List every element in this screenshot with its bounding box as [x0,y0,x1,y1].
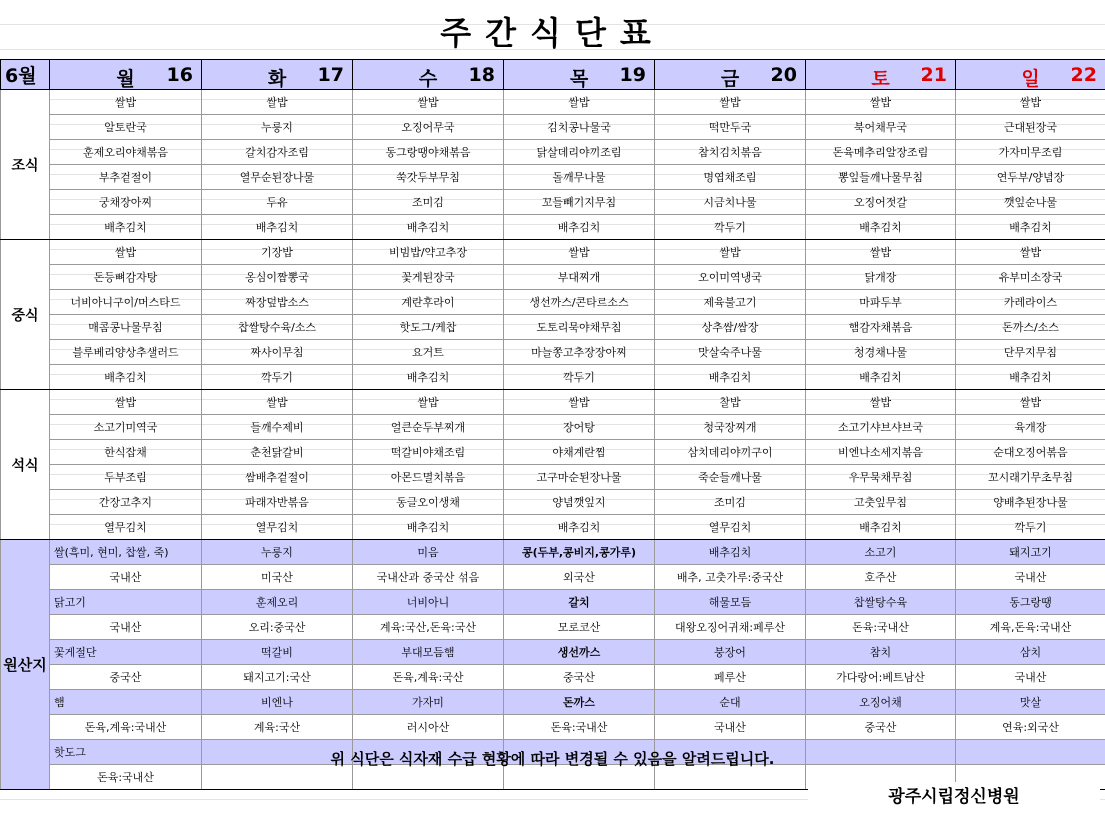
menu-cell[interactable]: 조미김 [655,490,806,515]
meal-row [1,265,1105,290]
origin-source-cell[interactable]: 국내산 [655,715,806,740]
menu-cell[interactable]: 쌀밥 [806,90,956,115]
origin-item-cell[interactable]: 소고기 [806,540,956,565]
menu-cell[interactable]: 마파두부 [806,290,956,315]
origin-source-cell[interactable]: 중국산 [504,665,655,690]
menu-cell[interactable]: 돈까스/소스 [956,315,1105,340]
origin-item-cell[interactable]: 돈까스 [504,690,655,715]
menu-cell[interactable]: 조미김 [353,190,504,215]
menu-cell[interactable]: 두부조림 [50,465,202,490]
menu-cell[interactable]: 쌀밥 [504,390,655,415]
origin-source-cell[interactable]: 호주산 [806,565,956,590]
menu-cell[interactable]: 배추김치 [806,365,956,390]
notice-text: 위 식단은 식자재 수급 현황에 따라 변경될 수 있음을 알려드립니다. [330,750,775,768]
meal-label: 조식 [1,90,50,240]
menu-cell[interactable]: 양배추된장나물 [956,490,1105,515]
menu-cell[interactable]: 북어채무국 [806,115,956,140]
menu-cell[interactable]: 옹심이짬뽕국 [202,265,353,290]
origin-item-cell[interactable]: 가자미 [353,690,504,715]
menu-cell[interactable]: 도토리묵야채무침 [504,315,655,340]
origin-item-cell[interactable]: 부대모듬햄 [353,640,504,665]
menu-cell[interactable]: 시금치나물 [655,190,806,215]
menu-cell[interactable]: 짜장덮밥소스 [202,290,353,315]
menu-cell[interactable]: 파래자반볶음 [202,490,353,515]
origin-source-cell[interactable]: 배추, 고춧가루:중국산 [655,565,806,590]
meal-row [1,465,1105,490]
menu-cell[interactable]: 명엽채조림 [655,165,806,190]
meal-row [1,440,1105,465]
menu-cell[interactable]: 가자미무조림 [956,140,1105,165]
menu-cell[interactable]: 배추김치 [353,365,504,390]
day-header-4[interactable] [655,60,806,90]
origin-item-cell[interactable]: 찹쌀탕수육 [806,590,956,615]
origin-source-row [1,715,1105,740]
origin-source-cell[interactable]: 가다랑어:베트남산 [806,665,956,690]
menu-cell[interactable]: 쌀밥 [202,90,353,115]
menu-cell[interactable]: 연두부/양념장 [956,165,1105,190]
menu-cell[interactable]: 배추김치 [504,515,655,540]
menu-cell[interactable]: 한식잡채 [50,440,202,465]
menu-cell[interactable]: 쌀밥 [504,240,655,265]
menu-cell[interactable]: 쌈배추겉절이 [202,465,353,490]
menu-cell[interactable]: 제육불고기 [655,290,806,315]
origin-source-cell[interactable]: 계육:국산,돈육:국산 [353,615,504,640]
menu-cell[interactable]: 소고기미역국 [50,415,202,440]
menu-cell[interactable]: 순대오징어볶음 [956,440,1105,465]
month-cell[interactable]: 6월 [1,60,50,90]
origin-item-cell[interactable]: 쌀(흑미, 현미, 찹쌀, 죽) [50,540,202,565]
origin-item-cell[interactable]: 햄 [50,690,202,715]
origin-item-cell[interactable]: 핫도그 [50,740,202,765]
meal-row [1,315,1105,340]
origin-item-cell[interactable]: 배추김치 [655,540,806,565]
menu-cell[interactable]: 김치콩나물국 [504,115,655,140]
meal-row [1,140,1105,165]
origin-item-cell[interactable]: 참치 [806,640,956,665]
menu-cell[interactable]: 찹쌀탕수육/소스 [202,315,353,340]
day-header-2[interactable] [353,60,504,90]
origin-source-cell[interactable]: 외국산 [504,565,655,590]
menu-cell[interactable]: 꼬시래기무초무침 [956,465,1105,490]
origin-item-cell[interactable]: 미음 [353,540,504,565]
origin-item-cell[interactable]: 너비아니 [353,590,504,615]
menu-cell[interactable]: 동글오이생채 [353,490,504,515]
menu-cell[interactable]: 죽순들깨나물 [655,465,806,490]
menu-cell[interactable]: 쌀밥 [504,90,655,115]
menu-cell[interactable]: 상추쌈/쌈장 [655,315,806,340]
origin-source-cell[interactable]: 러시아산 [353,715,504,740]
origin-item-cell[interactable]: 맛살 [956,690,1105,715]
page-title: 주간식단표 [440,14,665,52]
origin-item-cell[interactable]: 동그랑땡 [956,590,1105,615]
origin-source-cell[interactable]: 계육:국산 [202,715,353,740]
origin-source-row [1,665,1105,690]
hospital-name: 광주시립정신병원 [808,782,1100,812]
menu-cell[interactable]: 맛살숙주나물 [655,340,806,365]
menu-cell[interactable]: 마늘쫑고추장장아찌 [504,340,655,365]
origin-item-row [1,690,1105,715]
menu-cell[interactable]: 열무순된장나물 [202,165,353,190]
menu-cell[interactable]: 쌀밥 [50,390,202,415]
meal-row [1,390,1105,415]
menu-cell[interactable]: 쌀밥 [50,240,202,265]
origin-source-cell[interactable]: 돈육:국내산 [504,715,655,740]
menu-cell[interactable]: 간장고추지 [50,490,202,515]
menu-cell[interactable]: 고춧잎무침 [806,490,956,515]
day-date: 19 [619,64,646,86]
origin-source-cell[interactable]: 돈육,계육:국내산 [50,715,202,740]
menu-cell[interactable]: 쌀밥 [806,390,956,415]
menu-cell[interactable]: 춘천닭갈비 [202,440,353,465]
origin-source-cell[interactable]: 연육:외국산 [956,715,1105,740]
menu-cell[interactable]: 깻잎순나물 [956,190,1105,215]
menu-cell[interactable]: 얼큰순두부찌개 [353,415,504,440]
menu-cell[interactable]: 누룽지 [202,115,353,140]
menu-cell[interactable]: 고구마순된장나물 [504,465,655,490]
menu-cell[interactable]: 양념깻잎지 [504,490,655,515]
meal-row [1,90,1105,115]
menu-cell[interactable]: 동그랑땡야채볶음 [353,140,504,165]
menu-cell[interactable]: 소고기샤브샤브국 [806,415,956,440]
day-name: 목 [569,68,589,90]
origin-source-cell[interactable]: 돈육:국내산 [806,615,956,640]
menu-table-body [1,60,1105,790]
origin-source-cell[interactable]: 돈육:국내산 [50,765,202,790]
meal-row [1,165,1105,190]
meal-row [1,115,1105,140]
day-header-3[interactable] [504,60,655,90]
menu-cell[interactable]: 오징어무국 [353,115,504,140]
origin-item-cell[interactable]: 콩(두부,콩비지,콩가루) [504,540,655,565]
menu-cell[interactable]: 쌀밥 [956,90,1105,115]
menu-cell[interactable]: 쌀밥 [353,90,504,115]
menu-cell[interactable]: 배추김치 [202,215,353,240]
origin-item-cell[interactable]: 순대 [655,690,806,715]
menu-cell[interactable]: 배추김치 [956,215,1105,240]
meal-label: 중식 [1,240,50,390]
menu-cell[interactable]: 배추김치 [504,215,655,240]
menu-cell[interactable]: 쌀밥 [50,90,202,115]
menu-cell[interactable]: 닭살데리야끼조림 [504,140,655,165]
origin-source-cell[interactable]: 국내산 [956,565,1105,590]
menu-cell[interactable]: 알토란국 [50,115,202,140]
menu-cell[interactable]: 돈등뼈감자탕 [50,265,202,290]
origin-source-cell[interactable]: 국내산과 중국산 섞음 [353,565,504,590]
menu-cell[interactable]: 쌀밥 [956,240,1105,265]
menu-cell[interactable]: 부추겉절이 [50,165,202,190]
origin-source-cell[interactable]: 대왕오징어귀채:페루산 [655,615,806,640]
menu-cell[interactable]: 짜사이무침 [202,340,353,365]
menu-cell[interactable]: 궁채장아찌 [50,190,202,215]
menu-cell[interactable]: 카레라이스 [956,290,1105,315]
meal-row [1,415,1105,440]
menu-cell[interactable]: 돌깨무나물 [504,165,655,190]
day-name: 금 [720,68,740,90]
origin-label: 원산지 [1,540,50,790]
menu-cell[interactable]: 우무묵채무침 [806,465,956,490]
menu-cell[interactable]: 깍두기 [202,365,353,390]
meal-row [1,190,1105,215]
origin-source-cell[interactable]: 돈육,계육:국산 [353,665,504,690]
day-name: 일 [1021,68,1040,90]
menu-cell[interactable]: 배추김치 [806,515,956,540]
menu-cell[interactable]: 비엔나소세지볶음 [806,440,956,465]
menu-cell[interactable]: 삼치데리야끼구이 [655,440,806,465]
menu-cell[interactable]: 생선까스/콘타르소스 [504,290,655,315]
menu-cell[interactable]: 배추김치 [806,215,956,240]
meal-row [1,215,1105,240]
menu-cell[interactable]: 쌀밥 [655,240,806,265]
menu-cell[interactable]: 청국장찌개 [655,415,806,440]
origin-item-row [1,640,1105,665]
origin-source-cell[interactable]: 국내산 [956,665,1105,690]
origin-item-cell[interactable]: 삼치 [956,640,1105,665]
menu-cell[interactable]: 배추김치 [956,365,1105,390]
menu-cell[interactable]: 훈제오리야채볶음 [50,140,202,165]
menu-cell[interactable]: 기장밥 [202,240,353,265]
menu-cell[interactable]: 돈육메추리알장조림 [806,140,956,165]
day-date: 22 [1070,64,1097,86]
menu-cell[interactable]: 꼬들빼기지무침 [504,190,655,215]
day-name: 월 [116,68,135,90]
origin-item-cell[interactable]: 닭고기 [50,590,202,615]
day-name: 수 [418,68,438,90]
menu-cell[interactable]: 햄감자채볶음 [806,315,956,340]
origin-item-row [1,540,1105,565]
meal-label: 석식 [1,390,50,540]
header-row [1,60,1105,90]
origin-item-cell[interactable]: 떡갈비 [202,640,353,665]
origin-source-row [1,565,1105,590]
origin-source-cell[interactable]: 미국산 [202,565,353,590]
menu-cell[interactable]: 쑥갓두부무침 [353,165,504,190]
origin-source-cell[interactable]: 국내산 [50,615,202,640]
day-header-5[interactable] [806,60,956,90]
meal-row [1,340,1105,365]
origin-item-cell[interactable]: 비엔나 [202,690,353,715]
origin-source-cell[interactable]: 모로코산 [504,615,655,640]
menu-cell[interactable]: 청경채나물 [806,340,956,365]
menu-cell[interactable]: 두유 [202,190,353,215]
menu-cell[interactable]: 아몬드멸치볶음 [353,465,504,490]
menu-cell[interactable]: 깍두기 [504,365,655,390]
menu-table [0,59,1105,790]
origin-item-cell[interactable]: 꽃게절단 [50,640,202,665]
origin-source-cell[interactable]: 오리:중국산 [202,615,353,640]
origin-item-cell[interactable]: 돼지고기 [956,540,1105,565]
day-header-6[interactable] [956,60,1105,90]
menu-cell[interactable]: 참치김치볶음 [655,140,806,165]
meal-row [1,365,1105,390]
menu-cell[interactable]: 핫도그/케찹 [353,315,504,340]
origin-item-cell[interactable]: 해물모듬 [655,590,806,615]
menu-cell[interactable]: 배추김치 [50,365,202,390]
menu-cell[interactable]: 열무김치 [655,515,806,540]
menu-cell[interactable]: 닭개장 [806,265,956,290]
menu-cell[interactable]: 장어탕 [504,415,655,440]
menu-cell[interactable]: 들깨수제비 [202,415,353,440]
menu-cell[interactable]: 쌀밥 [353,390,504,415]
meal-row [1,240,1105,265]
day-date: 17 [317,64,344,86]
menu-cell[interactable]: 배추김치 [353,515,504,540]
origin-source-cell[interactable]: 페루산 [655,665,806,690]
menu-cell[interactable]: 블루베리양상추샐러드 [50,340,202,365]
origin-source-cell[interactable]: 중국산 [806,715,956,740]
origin-source-cell[interactable]: 중국산 [50,665,202,690]
menu-cell[interactable]: 쌀밥 [956,390,1105,415]
origin-source-row [1,615,1105,640]
meal-row [1,290,1105,315]
origin-item-cell[interactable]: 누룽지 [202,540,353,565]
day-name: 토 [871,68,890,90]
menu-cell[interactable]: 배추김치 [655,365,806,390]
menu-cell[interactable]: 단무지무침 [956,340,1105,365]
menu-cell[interactable]: 배추김치 [353,215,504,240]
menu-cell[interactable]: 너비아니구이/머스타드 [50,290,202,315]
menu-cell[interactable]: 열무김치 [50,515,202,540]
menu-cell[interactable]: 찰밥 [655,390,806,415]
menu-cell[interactable]: 쌀밥 [202,390,353,415]
menu-cell[interactable]: 떡만두국 [655,115,806,140]
menu-cell[interactable]: 배추김치 [50,215,202,240]
origin-item-cell[interactable]: 훈제오리 [202,590,353,615]
menu-cell[interactable]: 떡갈비야채조림 [353,440,504,465]
menu-cell[interactable]: 뽕잎들깨나물무침 [806,165,956,190]
menu-cell[interactable]: 깍두기 [655,215,806,240]
menu-cell[interactable]: 부대찌개 [504,265,655,290]
menu-cell[interactable]: 갈치감자조림 [202,140,353,165]
day-header-1[interactable] [202,60,353,90]
day-date: 18 [468,64,495,86]
origin-source-cell[interactable]: 국내산 [50,565,202,590]
origin-item-cell[interactable]: 생선까스 [504,640,655,665]
meal-row [1,515,1105,540]
day-name: 화 [267,68,287,90]
origin-source-cell[interactable]: 돼지고기:국산 [202,665,353,690]
day-header-0[interactable] [50,60,202,90]
origin-item-row [1,590,1105,615]
menu-cell[interactable]: 오징어젓갈 [806,190,956,215]
origin-item-cell[interactable]: 붕장어 [655,640,806,665]
origin-source-cell[interactable]: 계육,돈육:국내산 [956,615,1105,640]
origin-item-cell[interactable]: 갈치 [504,590,655,615]
menu-cell[interactable]: 계란후라이 [353,290,504,315]
day-date: 16 [166,64,193,86]
menu-cell[interactable]: 쌀밥 [655,90,806,115]
menu-cell[interactable]: 오이미역냉국 [655,265,806,290]
menu-cell[interactable]: 요거트 [353,340,504,365]
menu-cell[interactable]: 쌀밥 [806,240,956,265]
menu-cell[interactable]: 근대된장국 [956,115,1105,140]
menu-cell[interactable]: 꽃게된장국 [353,265,504,290]
menu-cell[interactable]: 유부미소장국 [956,265,1105,290]
menu-cell[interactable]: 비빔밥/약고추장 [353,240,504,265]
menu-cell[interactable]: 육개장 [956,415,1105,440]
menu-cell[interactable]: 깍두기 [956,515,1105,540]
menu-cell[interactable]: 매콤콩나물무침 [50,315,202,340]
day-date: 21 [920,64,947,86]
origin-item-cell[interactable]: 오징어채 [806,690,956,715]
meal-row [1,490,1105,515]
day-date: 20 [770,64,797,86]
menu-cell[interactable]: 열무김치 [202,515,353,540]
menu-cell[interactable]: 야채계란찜 [504,440,655,465]
